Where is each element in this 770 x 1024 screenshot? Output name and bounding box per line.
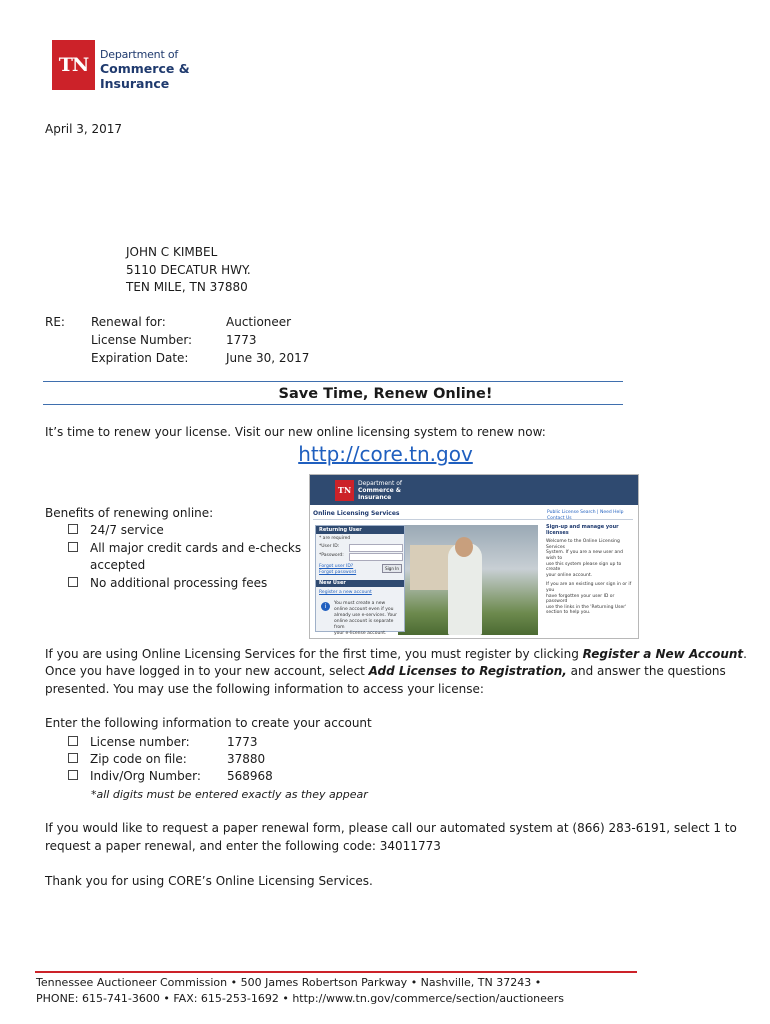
logo-dept-text: Department of (100, 48, 179, 61)
re-label: RE: (45, 315, 65, 329)
checkbox-icon (68, 524, 78, 534)
checkbox-icon (68, 577, 78, 587)
core-link[interactable]: http://core.tn.gov (298, 442, 473, 466)
checkbox-icon (68, 542, 78, 552)
tn-logo-badge: TN (52, 40, 95, 90)
benefit-item: All major credit cards and e-checks (68, 540, 301, 557)
heading-rule-top (43, 381, 623, 382)
benefits-title: Benefits of renewing online: (45, 506, 214, 520)
benefit-item: 24/7 service (68, 522, 164, 539)
account-value: 37880 (227, 752, 266, 766)
address-street: 5110 DECATUR HWY. (126, 263, 251, 277)
screenshot-links: Public License Search | Need Help (547, 510, 624, 515)
screenshot-login-panel: Returning User * are required *User ID: *Password: Forgot user ID? Forgot password Sign In New User Register a new account i You must create a new online account even if you already use e-services. Your online account is separate from your e-license account. (315, 525, 405, 632)
screenshot-userid-input (349, 544, 403, 552)
info-icon: i (321, 602, 330, 611)
re-row-label: Renewal for: (91, 315, 166, 329)
account-row: License number: (68, 734, 190, 751)
screenshot-logo-text: Department of Commerce & Insurance (358, 480, 402, 501)
re-row-value: Auctioneer (226, 315, 292, 329)
footer-rule (35, 971, 637, 973)
benefit-item: No additional processing fees (68, 575, 267, 592)
re-row-value: June 30, 2017 (226, 351, 310, 365)
heading-rule-bottom (43, 404, 623, 405)
account-row: Zip code on file: (68, 751, 187, 768)
core-site-screenshot (309, 474, 639, 639)
paper-renewal-line: If you would like to request a paper renewal form, please call our automated system at (866) 283-6191, select 1 to (45, 821, 737, 835)
address-city: TEN MILE, TN 37880 (126, 280, 248, 294)
screenshot-title: Online Licensing Services (313, 510, 400, 517)
intro-text: It’s time to renew your license. Visit our new online licensing system to renew now: (45, 425, 546, 439)
account-note: *all digits must be entered exactly as they appear (91, 788, 368, 801)
checkbox-icon (68, 736, 78, 746)
section-heading: Save Time, Renew Online! (278, 386, 493, 402)
logo-name: Commerce & Insurance (100, 61, 190, 91)
account-title: Enter the following information to create your account (45, 716, 372, 730)
screenshot-person-head (455, 537, 473, 557)
account-value: 568968 (227, 769, 273, 783)
instructions-line: presented. You may use the following information to access your license: (45, 682, 484, 696)
benefit-item-cont: accepted (90, 558, 146, 572)
screenshot-password-input (349, 553, 403, 561)
letter-date: April 3, 2017 (45, 122, 123, 136)
screenshot-signin-button: Sign In (382, 564, 402, 573)
instructions-line: If you are using Online Licensing Services for the first time, you must register by clicking Register a New Account. (45, 647, 747, 661)
re-row-label: License Number: (91, 333, 193, 347)
instructions-line: Once you have logged in to your new account, select Add Licenses to Registration, and answer the questions (45, 664, 726, 678)
re-row-label: Expiration Date: (91, 351, 189, 365)
address-name: JOHN C KIMBEL (126, 245, 218, 259)
footer-address: Tennessee Auctioneer Commission • 500 James Robertson Parkway • Nashville, TN 37243 • (36, 976, 542, 989)
screenshot-tn-badge: TN (335, 480, 354, 501)
re-row-value: 1773 (226, 333, 257, 347)
checkbox-icon (68, 770, 78, 780)
paper-renewal-line: request a paper renewal, and enter the following code: 34011773 (45, 839, 441, 853)
account-row: Indiv/Org Number: (68, 768, 201, 785)
thanks-text: Thank you for using CORE’s Online Licensing Services. (45, 874, 373, 888)
footer-contact: PHONE: 615-741-3600 • FAX: 615-253-1692 • http://www.tn.gov/commerce/section/auctioneers (36, 992, 564, 1005)
checkbox-icon (68, 753, 78, 763)
screenshot-signup-text: Sign-up and manage your licenses Welcome to the Online Licensing Services System. If you are a new user and wish to use this system please sign up to create your online account. If you are an existing user sign in or if you have forgotten your user ID or password use the links in the 'Returning User' section to help you. (546, 524, 632, 616)
account-value: 1773 (227, 735, 258, 749)
